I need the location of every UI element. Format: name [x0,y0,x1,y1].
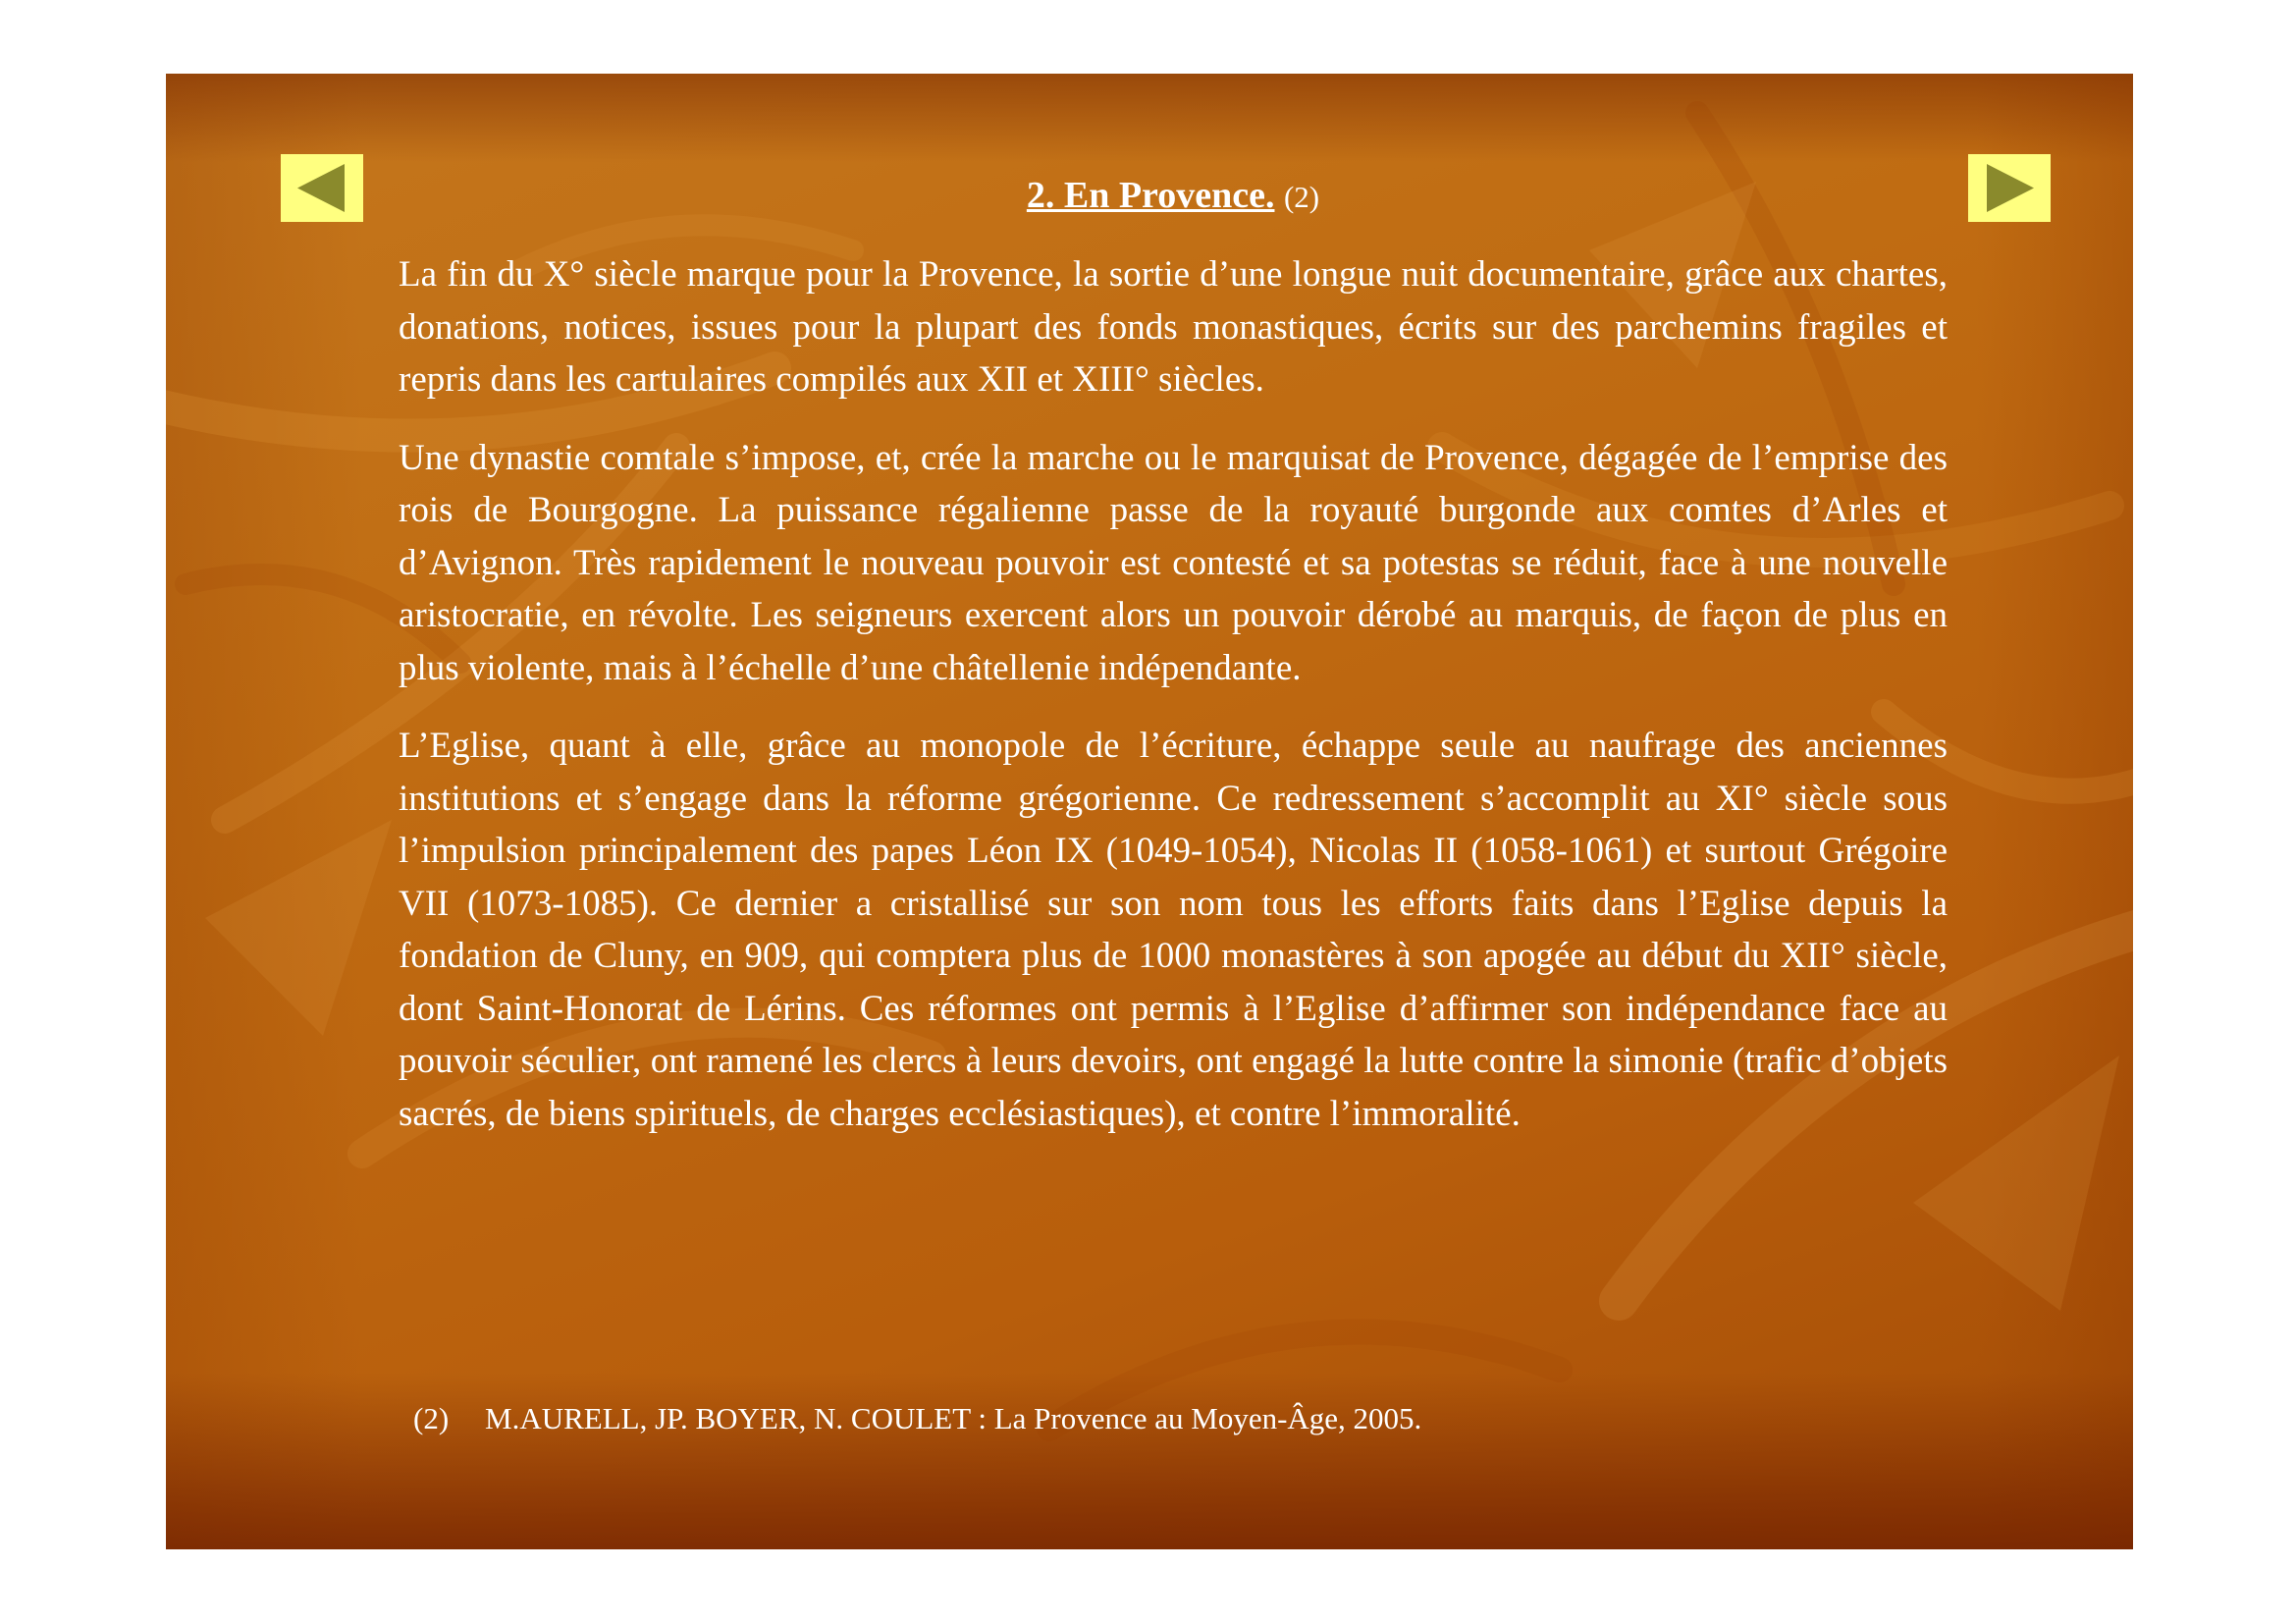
title-text: 2. En Provence. [1026,175,1275,216]
previous-slide-button[interactable] [281,154,363,222]
slide [166,74,2133,1549]
footnote-text: M.AURELL, JP. BOYER, N. COULET : La Provence au Moyen-Âge, 2005. [485,1401,1422,1435]
slide-title [399,172,1948,221]
triangle-left-icon [281,154,363,222]
next-slide-button[interactable] [1968,154,2051,222]
paragraph-2: Une dynastie comtale s’impose, et, crée la marche ou le marquisat de Provence, dégagée de l’emprise des rois de Bourgogne. La puissance régalienne passe de la royauté burgonde aux comtes d’Arles et d’Avignon. Très rapidement le nouveau pouvoir est contesté et sa potestas se réduit, face à une nouvelle aristocratie, en révolte. Les seigneurs exercent alors un pouvoir dérobé au marquis, de façon de plus en plus violente, mais à l’échelle d’une châtellenie indépendante. [399,437,1948,688]
title-footnote-ref: (2) [1283,180,1320,214]
footnote [413,1399,1945,1438]
body-text [399,248,1948,1165]
triangle-right-icon [1968,154,2051,222]
paragraph-1: La fin du X° siècle marque pour la Provence, la sortie d’une longue nuit documentaire, grâce aux chartes, donations, notices, issues pour la plupart des fonds monastiques, écrits sur des parchemins fragiles et repris dans les cartulaires compilés aux XII et XIII° siècles. [399,254,1948,400]
paragraph-3: L’Eglise, quant à elle, grâce au monopole de l’écriture, échappe seule au naufrage des anciennes institutions et s’engage dans la réforme grégorienne. Ce redressement s’accomplit au XI° siècle sous l’impulsion principalement des papes Léon IX (1049-1054), Nicolas II (1058-1061) et surtout Grégoire VII (1073-1085). Ce dernier a cristallisé sur son nom tous les efforts faits dans l’Eglise depuis la fondation de Cluny, en 909, qui comptera plus de 1000 monastères à son apogée au début du XII° siècle, dont Saint-Honorat de Lérins. Ces réformes ont permis à l’Eglise d’affirmer son indépendance face au pouvoir séculier, ont ramené les clercs à leurs devoirs, ont engagé la lutte contre la simonie (trafic d’objets sacrés, de biens spirituels, de charges ecclésiastiques), et contre l’immoralité. [399,726,1948,1134]
footnote-number: (2) [413,1401,450,1435]
